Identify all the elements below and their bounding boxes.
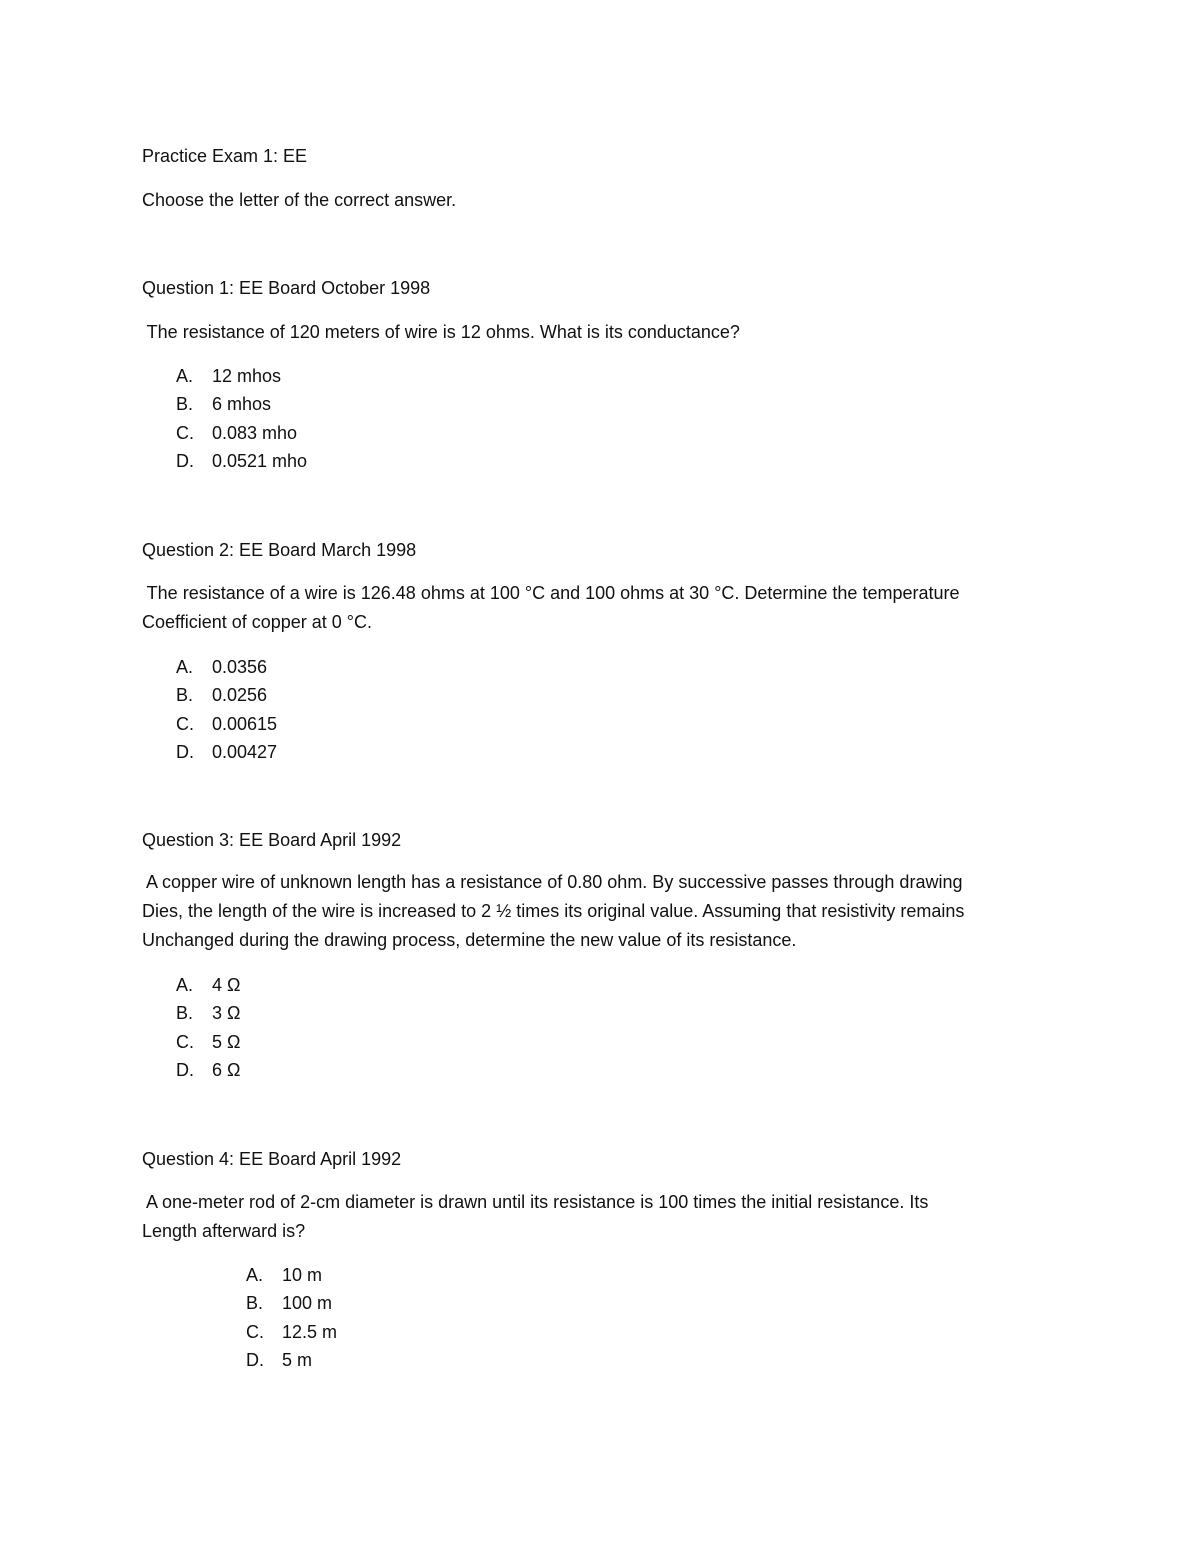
option-text: 6 mhos xyxy=(212,394,272,415)
option-item xyxy=(246,1320,337,1348)
question-text-line: Coefficient of copper at 0 °C. xyxy=(142,612,372,632)
option-text: 10 m xyxy=(282,1265,323,1285)
option-text: 0.0356 xyxy=(212,657,268,677)
option-letter: D. xyxy=(176,741,194,762)
option-item xyxy=(246,1348,337,1376)
option-item xyxy=(176,392,307,420)
question-1-heading: Question 1: EE Board October 1998 xyxy=(142,278,431,298)
option-item xyxy=(176,421,307,449)
option-letter: A. xyxy=(176,657,194,677)
option-item xyxy=(176,973,240,1001)
option-text: 12.5 m xyxy=(282,1321,338,1342)
option-letter: C. xyxy=(176,713,194,734)
option-item xyxy=(176,364,307,392)
question-text-line: Unchanged during the drawing process, determine the new value of its resistance. xyxy=(142,930,797,950)
option-text: 0.00427 xyxy=(212,741,278,762)
option-text: 4 Ω xyxy=(212,975,241,995)
question-4-text xyxy=(142,1188,1062,1246)
option-letter: A. xyxy=(176,975,194,995)
option-letter: D. xyxy=(176,450,194,471)
option-text: 5 m xyxy=(282,1349,313,1370)
option-item xyxy=(246,1291,337,1319)
option-item xyxy=(176,740,277,768)
question-text-line: The resistance of a wire is 126.48 ohms at 100 °C and 100 ohms at 30 °C. Determine the temperature xyxy=(142,583,960,603)
question-2-heading: Question 2: EE Board March 1998 xyxy=(142,540,417,560)
option-text: 0.00615 xyxy=(212,713,278,734)
option-letter: D. xyxy=(176,1059,194,1080)
question-text-line: Length afterward is? xyxy=(142,1221,306,1241)
question-3-options xyxy=(176,973,240,1086)
question-3-text xyxy=(142,868,1062,955)
option-letter: A. xyxy=(176,366,194,386)
question-4-options xyxy=(246,1263,337,1376)
option-item xyxy=(176,1001,240,1029)
question-text-line: A one-meter rod of 2-cm diameter is drawn until its resistance is 100 times the initial resistance. Its xyxy=(142,1192,929,1212)
question-2-text xyxy=(142,579,1062,637)
option-item xyxy=(176,712,277,740)
option-letter: A. xyxy=(246,1265,264,1285)
page-title: Practice Exam 1: EE xyxy=(142,146,308,166)
option-item xyxy=(246,1263,337,1291)
option-text: 12 mhos xyxy=(212,366,282,386)
option-item xyxy=(176,1058,240,1086)
option-letter: C. xyxy=(176,1031,194,1052)
option-item xyxy=(176,1030,240,1058)
question-2-options xyxy=(176,655,277,768)
option-text: 0.0521 mho xyxy=(212,450,308,471)
option-item xyxy=(176,449,307,477)
option-text: 0.083 mho xyxy=(212,422,298,443)
option-letter: B. xyxy=(246,1293,264,1314)
option-letter: C. xyxy=(246,1321,264,1342)
option-item xyxy=(176,683,277,711)
option-text: 6 Ω xyxy=(212,1059,241,1080)
instructions: Choose the letter of the correct answer. xyxy=(142,190,457,210)
option-letter: D. xyxy=(246,1349,264,1370)
option-item xyxy=(176,655,277,683)
option-text: 100 m xyxy=(282,1293,333,1314)
option-letter: B. xyxy=(176,1003,194,1024)
option-letter: C. xyxy=(176,422,194,443)
question-3-heading: Question 3: EE Board April 1992 xyxy=(142,830,402,850)
option-text: 3 Ω xyxy=(212,1003,241,1024)
question-1-options xyxy=(176,364,307,477)
option-text: 0.0256 xyxy=(212,685,268,706)
option-letter: B. xyxy=(176,685,194,706)
question-text-line: The resistance of 120 meters of wire is 12 ohms. What is its conductance? xyxy=(142,322,740,342)
option-letter: B. xyxy=(176,394,194,415)
question-1-text xyxy=(142,318,1062,347)
question-text-line: A copper wire of unknown length has a resistance of 0.80 ohm. By successive passes through drawing xyxy=(142,872,963,892)
option-text: 5 Ω xyxy=(212,1031,241,1052)
question-text-line: Dies, the length of the wire is increased to 2 ½ times its original value. Assuming that resistivity remains xyxy=(142,901,965,921)
question-4-heading: Question 4: EE Board April 1992 xyxy=(142,1149,402,1169)
